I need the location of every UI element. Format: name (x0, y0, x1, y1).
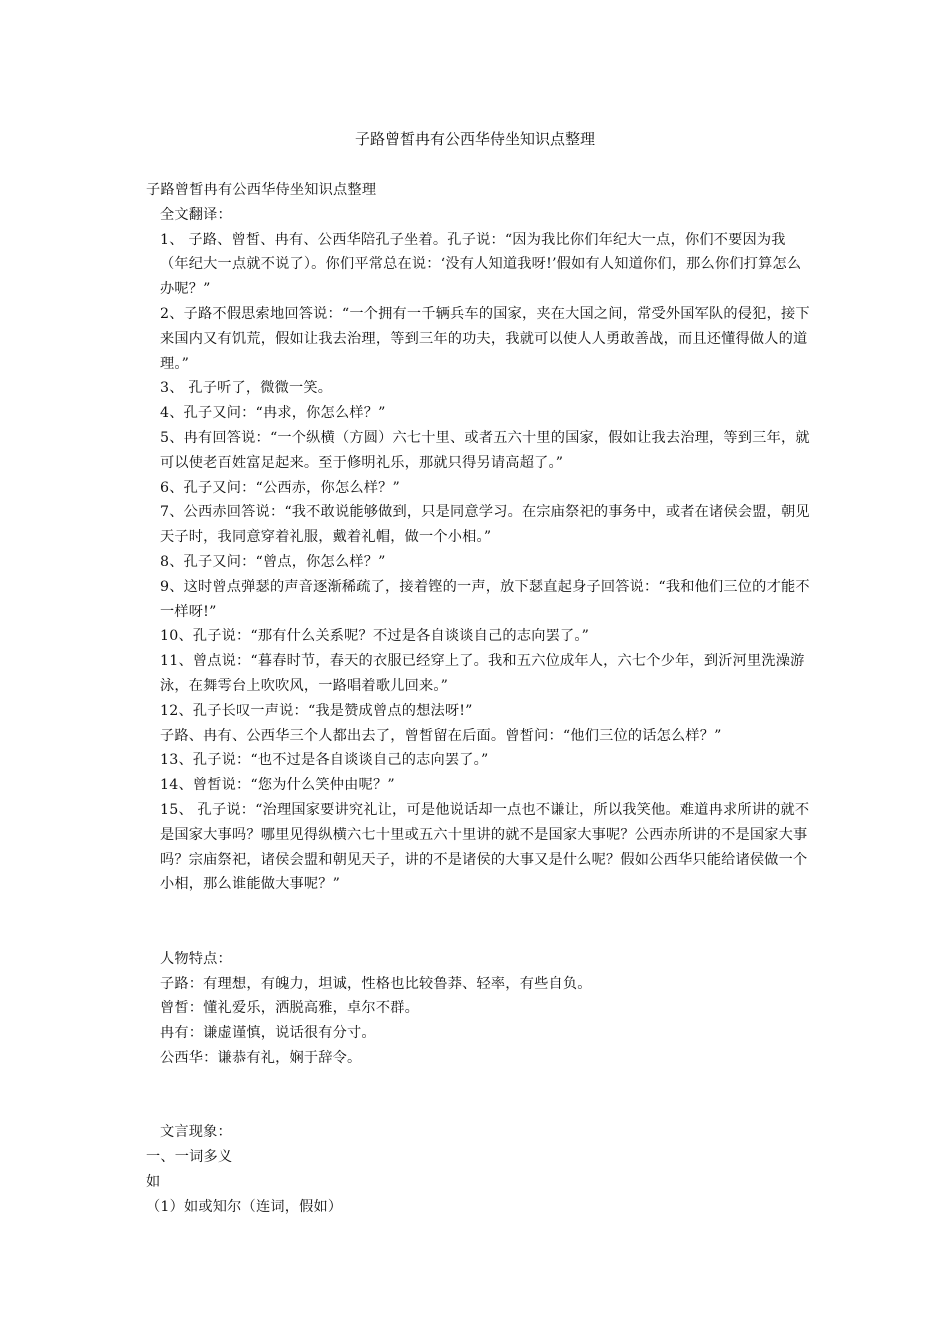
document-body (146, 178, 811, 1219)
characters-heading: 人物特点： (160, 950, 232, 967)
translation-paragraph: 13、孔子说：“也不过是各自谈谈自己的志向罢了。” (160, 752, 489, 769)
section-heading: 一、一词多义 (146, 1149, 233, 1166)
translation-paragraph: 14、曾皙说：“您为什么笑仲由呢？” (160, 777, 395, 794)
character-trait: 子路：有理想，有魄力，坦诚，性格也比较鲁莽、轻率，有些自负。 (160, 975, 592, 992)
translation-paragraph: 7、公西赤回答说：“我不敢说能够做到，只是同意学习。在宗庙祭祀的事务中，或者在诸侯会盟，朝见天子时，我同意穿着礼服，戴着礼帽，做一个小相。” (160, 504, 810, 546)
translation-paragraph: 12、孔子长叹一声说：“我是赞成曾点的想法呀!” (160, 702, 473, 719)
classical-heading: 文言现象： (160, 1124, 232, 1141)
translation-paragraph: 10、孔子说：“那有什么关系呢？不过是各自谈谈自己的志向罢了。” (160, 628, 590, 645)
translation-paragraph: 3、 孔子听了，微微一笑。 (160, 380, 333, 397)
section-spacer (146, 1071, 811, 1121)
section-spacer (146, 897, 811, 947)
translation-paragraph: 8、孔子又问：“曾点，你怎么样？” (160, 553, 386, 570)
translation-paragraph: 6、孔子又问：“公西赤，你怎么样？” (160, 479, 400, 496)
translation-paragraph: 9、这时曾点弹瑟的声音逐渐稀疏了，接着铿的一声，放下瑟直起身子回答说：“我和他们三位的才能不一样呀!” (160, 578, 810, 620)
translation-paragraph: 11、曾点说：“暮春时节，春天的衣服已经穿上了。我和五六位成年人，六七个少年，到沂河里洗澡游泳，在舞雩台上吹吹风，一路唱着歌儿回来。” (160, 653, 805, 694)
character-trait: 公西华：谦恭有礼，娴于辞令。 (160, 1049, 362, 1066)
translation-paragraph: 子路、冉有、公西华三个人都出去了，曾皙留在后面。曾皙问：“他们三位的话怎么样？” (160, 727, 722, 744)
translation-paragraph: 15、 孔子说：“治理国家要讲究礼让，可是他说话却一点也不谦让，所以我笑他。难道冉求所讲的就不是国家大事吗？哪里见得纵横六七十里或五六十里讲的就不是国家大事呢？公西赤所讲的不是国家大事吗？宗庙祭祀，诸侯会盟和朝见天子，讲的不是诸侯的大事又是什么呢？假如公西华只能给诸侯做一个小相，那么谁能做大事呢？” (160, 801, 810, 893)
word-sense: （1）如或知尔（连词，假如） (146, 1198, 343, 1215)
translation-paragraph: 4、孔子又问：“冉求，你怎么样？” (160, 405, 386, 422)
translation-paragraph: 5、冉有回答说：“一个纵横（方圆）六七十里、或者五六十里的国家，假如让我去治理，等到三年，就可以使老百姓富足起来。至于修明礼乐，那就只得另请高超了。” (160, 429, 810, 471)
document-subtitle: 子路曾皙冉有公西华侍坐知识点整理 (146, 182, 377, 198)
page-title: 子路曾皙冉有公西华侍坐知识点整理 (354, 130, 595, 148)
vocab-word: 如 (146, 1173, 161, 1190)
translation-heading: 全文翻译： (160, 206, 232, 223)
character-trait: 曾皙：懂礼爱乐，洒脱高雅，卓尔不群。 (160, 1000, 419, 1017)
translation-paragraph: 2、子路不假思索地回答说：“一个拥有一千辆兵车的国家，夹在大国之间，常受外国军队的侵犯，接下来国内又有饥荒，假如让我去治理，等到三年的功夫，我就可以使人人勇敢善战，而且还懂得做人的道理。” (160, 305, 810, 372)
translation-paragraph: 1、 子路、曾皙、冉有、公西华陪孔子坐着。孔子说：“因为我比你们年纪大一点，你们不要因为我（年纪大一点就不说了）。你们平常总在说：‘没有人知道我呀!’假如有人知道你们，那么你们打算怎么办呢？” (160, 231, 802, 298)
character-trait: 冉有：谦虚谨慎，说话很有分寸。 (160, 1025, 376, 1042)
